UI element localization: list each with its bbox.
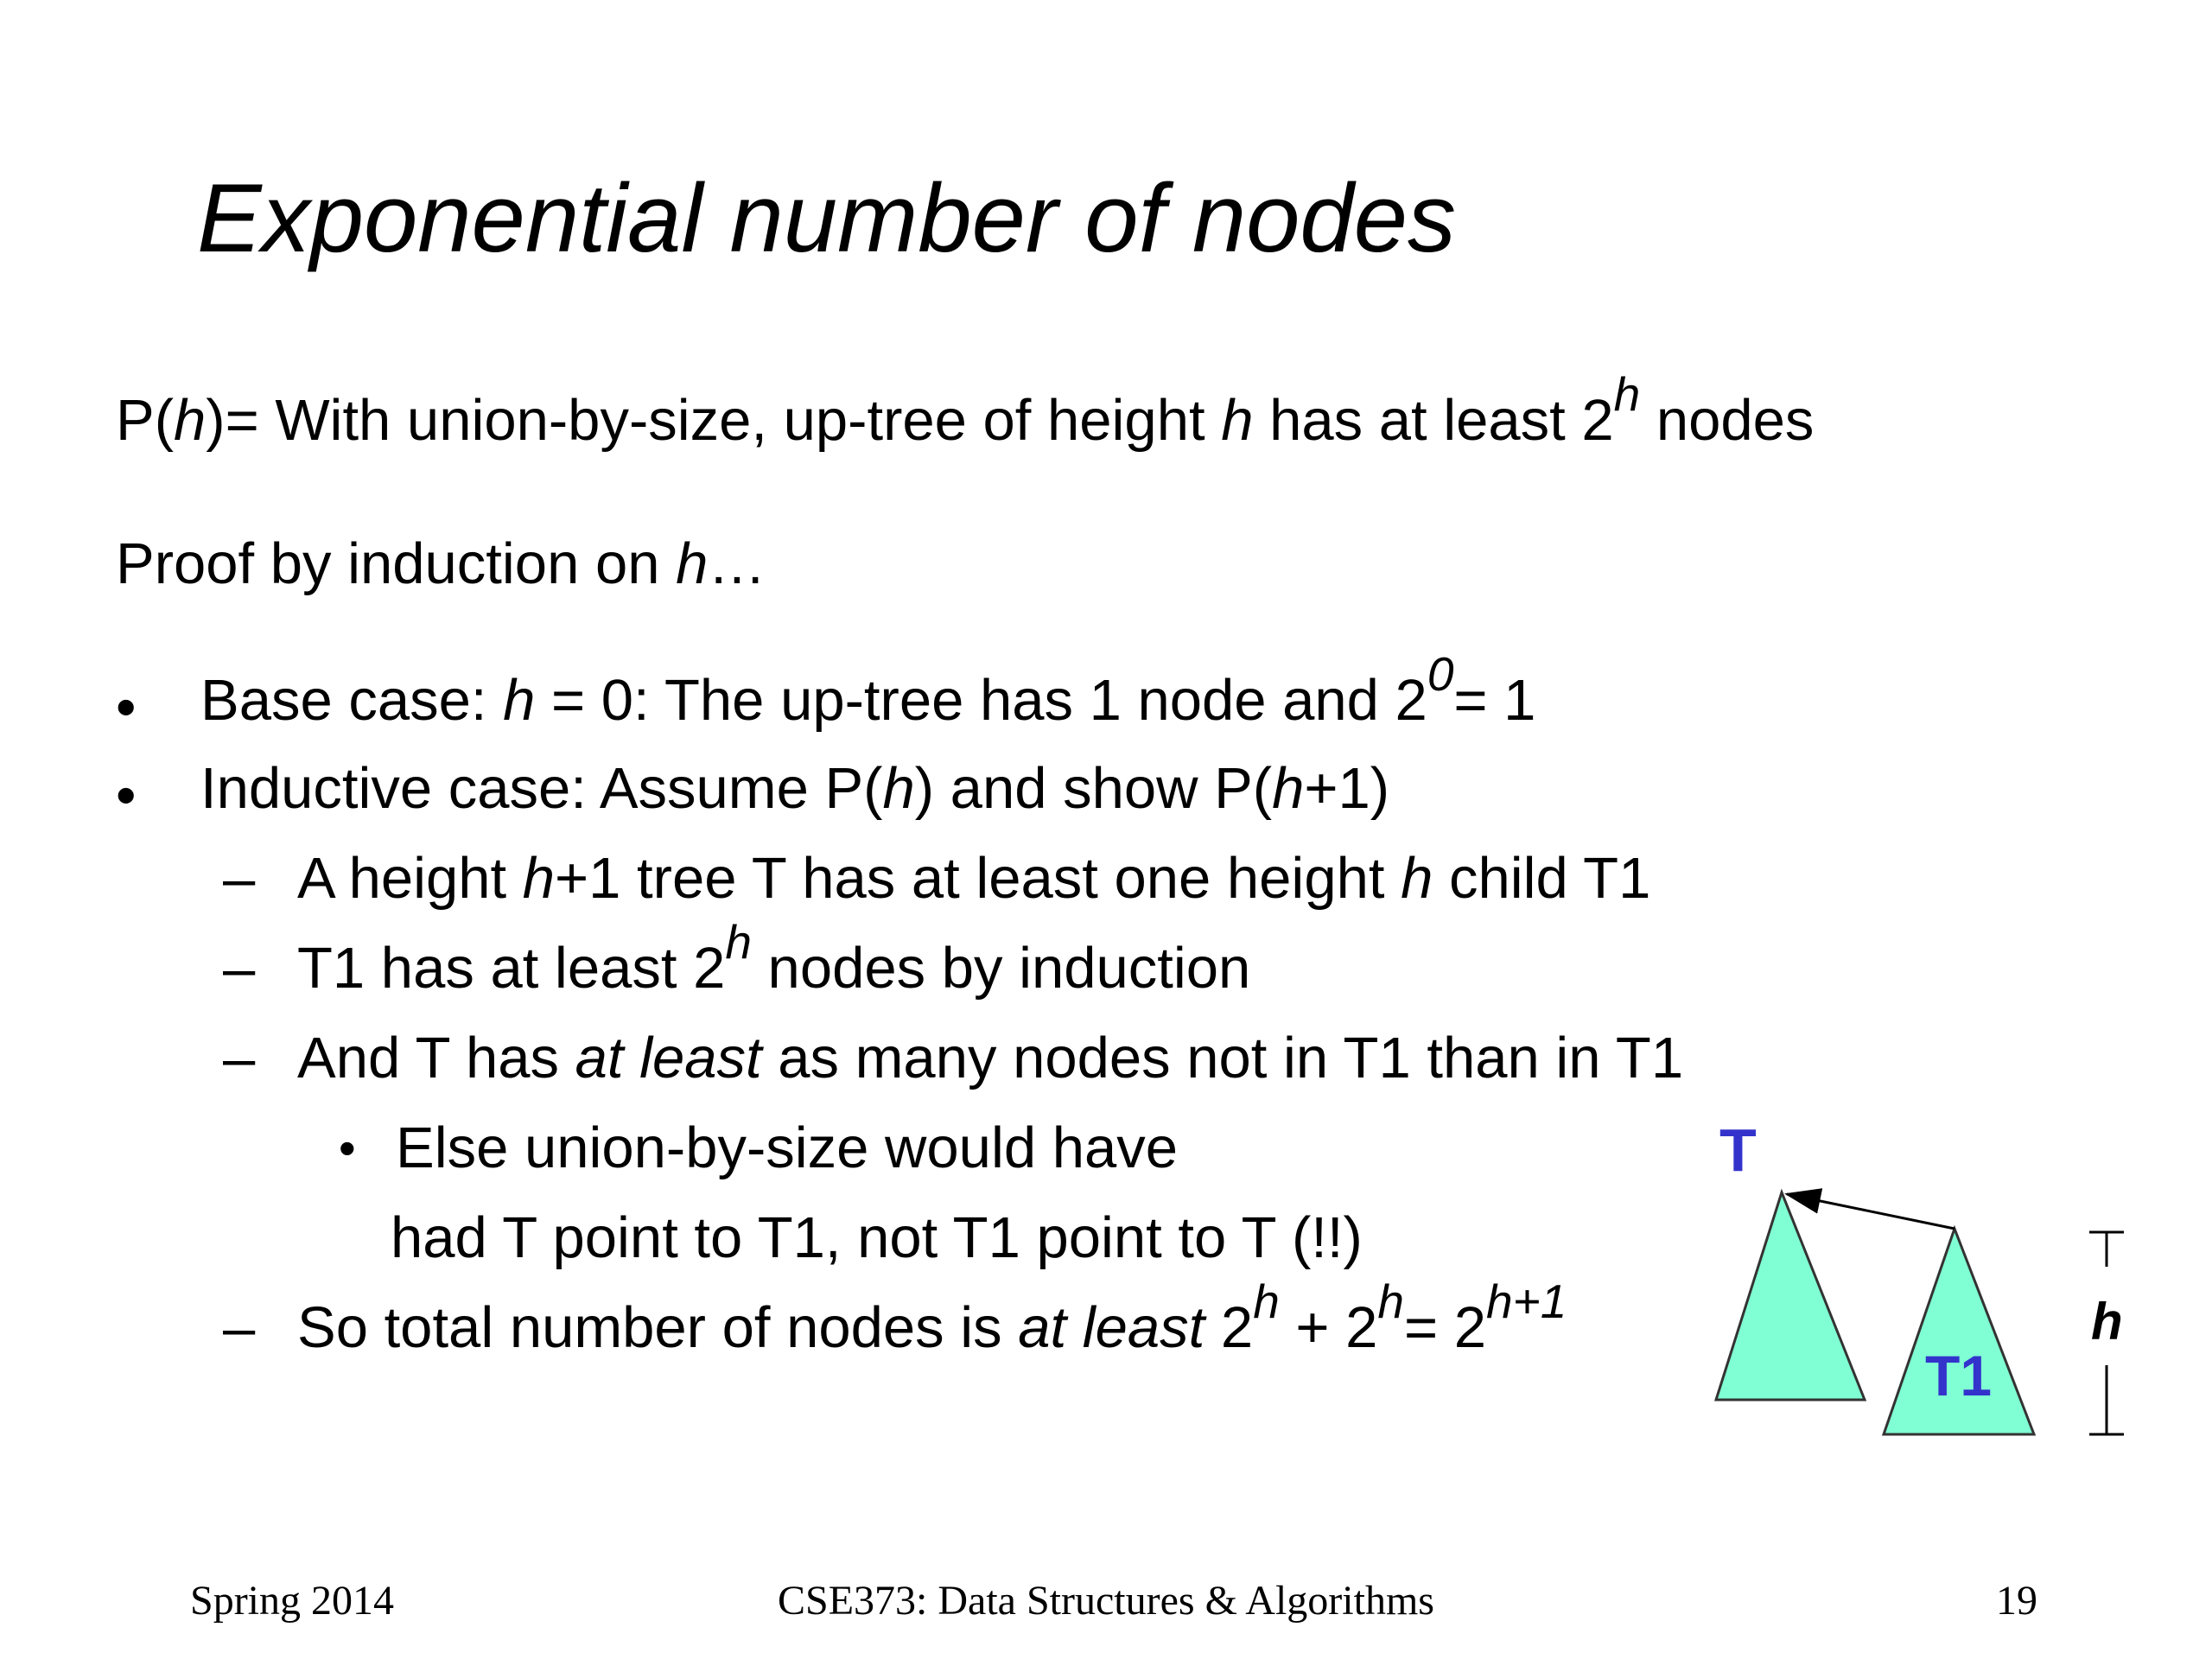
var-h: h bbox=[1272, 756, 1305, 821]
sub-text: A height bbox=[297, 846, 523, 911]
base-text: = 0: The up-tree has 1 node and 2 bbox=[535, 668, 1427, 733]
statement-text: nodes bbox=[1640, 388, 1815, 453]
proof-text: Proof by induction on bbox=[116, 531, 677, 596]
tree-t-triangle bbox=[1716, 1192, 1865, 1400]
dash: – bbox=[223, 936, 256, 1001]
footer-date: Spring 2014 bbox=[190, 1578, 395, 1624]
var-h: h bbox=[522, 846, 556, 911]
label-h: h bbox=[2091, 1293, 2123, 1351]
sub-text: T1 has at least 2 bbox=[297, 936, 726, 1001]
sub-text: + 2 bbox=[1279, 1295, 1378, 1360]
pointer-arrow bbox=[1787, 1194, 1955, 1229]
var-h: h bbox=[503, 668, 536, 733]
ellipsis: … bbox=[708, 531, 766, 596]
var-h: h bbox=[882, 756, 915, 821]
exponent: h+1 bbox=[1486, 1274, 1567, 1328]
statement-text: has at least 2 bbox=[1253, 388, 1614, 453]
bullet: • bbox=[116, 675, 137, 740]
bullet: • bbox=[116, 763, 137, 828]
exponent: h bbox=[725, 915, 752, 969]
sub-sub-line-2: had T point to T1, not T1 point to T (!!) bbox=[391, 1205, 1363, 1270]
statement-text: )= With union-by-size, up-tree of height bbox=[206, 388, 1222, 453]
sub-text: 2 bbox=[1205, 1295, 1254, 1360]
sub-text: So total number of nodes is bbox=[297, 1295, 1019, 1360]
slide-title: Exponential number of nodes bbox=[197, 164, 1456, 272]
var-h: h bbox=[1221, 388, 1254, 453]
exponent: h bbox=[1253, 1274, 1280, 1328]
sub-text: And T has bbox=[297, 1026, 575, 1090]
sub-text: child T1 bbox=[1433, 846, 1651, 911]
sub-text: as many nodes not in T1 than in T1 bbox=[761, 1026, 1684, 1090]
base-label: Base case: bbox=[200, 668, 504, 733]
sub-text: nodes by induction bbox=[751, 936, 1251, 1001]
bullet: • bbox=[339, 1121, 356, 1175]
dash: – bbox=[223, 846, 256, 911]
base-text: = 1 bbox=[1453, 668, 1536, 733]
dash: – bbox=[223, 1295, 256, 1360]
var-h: h bbox=[174, 388, 207, 453]
emphasis: at least bbox=[1018, 1295, 1205, 1360]
var-h: h bbox=[676, 531, 709, 596]
label-t1: T1 bbox=[1925, 1344, 1993, 1408]
inductive-text: +1) bbox=[1304, 756, 1390, 821]
footer-page-number: 19 bbox=[1996, 1578, 2037, 1624]
var-h: h bbox=[1401, 846, 1433, 911]
exponent: h bbox=[1613, 367, 1641, 421]
inductive-text: Inductive case: Assume P( bbox=[200, 756, 883, 821]
sub-text: = 2 bbox=[1404, 1295, 1487, 1360]
footer-course: CSE373: Data Structures & Algorithms bbox=[778, 1578, 1434, 1624]
dash: – bbox=[223, 1026, 256, 1090]
label-t: T bbox=[1719, 1116, 1757, 1184]
statement-text: P( bbox=[116, 388, 174, 453]
exponent: h bbox=[1377, 1274, 1404, 1328]
sub-text: +1 tree T has at least one height bbox=[555, 846, 1402, 911]
emphasis: at least bbox=[575, 1026, 762, 1090]
inductive-text: ) and show P( bbox=[914, 756, 1273, 821]
exponent: 0 bbox=[1427, 647, 1454, 701]
sub-sub-line-1: Else union-by-size would have bbox=[396, 1116, 1178, 1180]
